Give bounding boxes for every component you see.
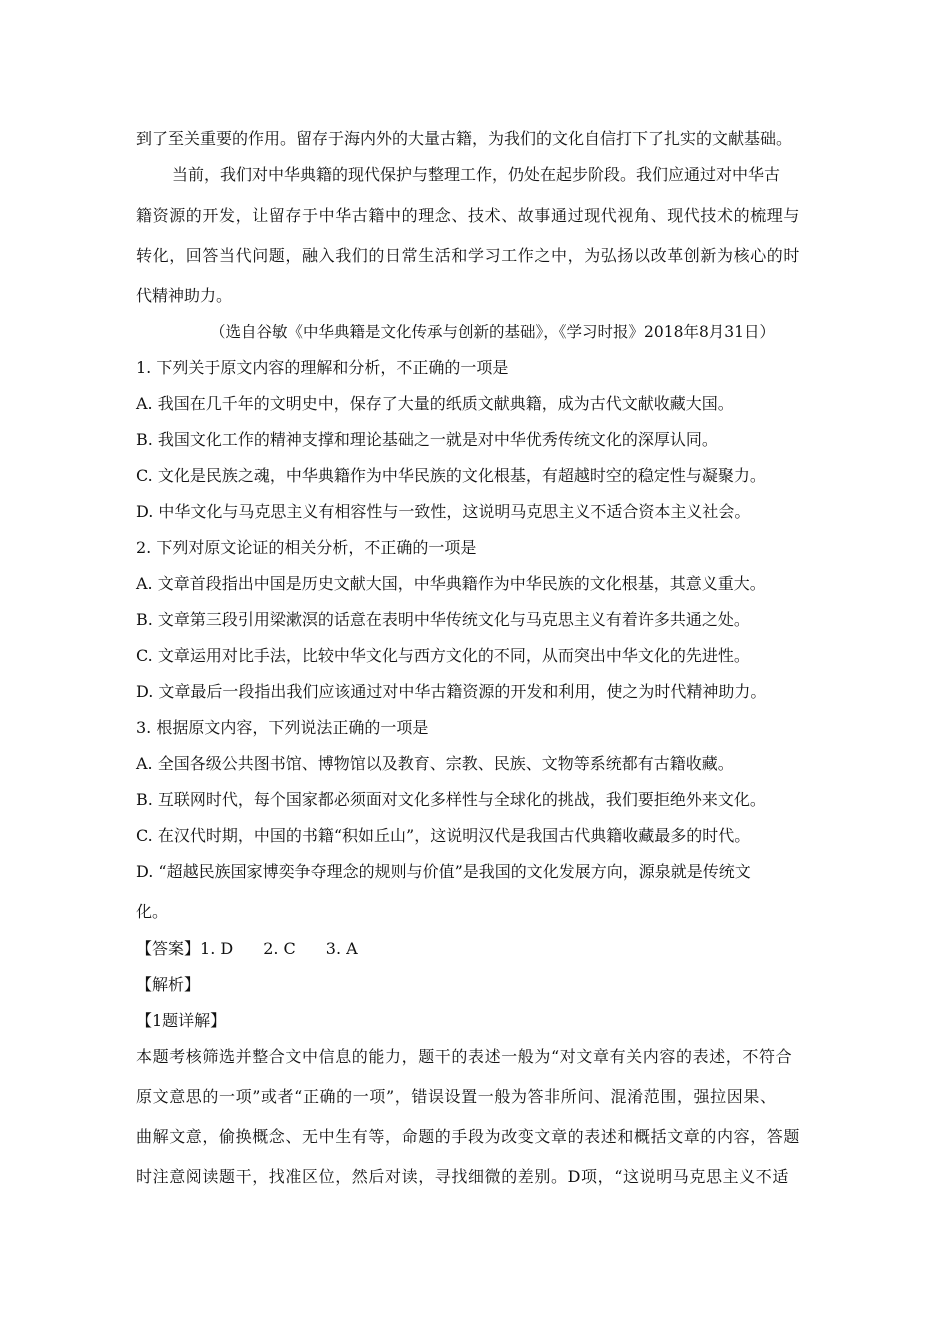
question-option: A. 全国各级公共图书馆、博物馆以及教育、宗教、民族、文物等系统都有古籍收藏。 <box>136 754 734 773</box>
analysis-subheading: 【1题详解】 <box>136 1011 227 1030</box>
question-option: C. 文化是民族之魂，中华典籍作为中华民族的文化根基，有超越时空的稳定性与凝聚力。 <box>136 466 766 485</box>
citation: （选自谷敏《中华典籍是文化传承与创新的基础》，《学习时报》2018年8月31日） <box>210 323 776 341</box>
question-option: D. 中华文化与马克思主义有相容性与一致性，这说明马克思主义不适合资本主义社会。 <box>136 502 751 521</box>
answer-item: 1. D <box>200 939 234 958</box>
question-option: A. 文章首段指出中国是历史文献大国，中华典籍作为中华民族的文化根基，其意义重大。 <box>136 574 766 593</box>
passage-line: 转化，回答当代问题，融入我们的日常生活和学习工作之中，为弘扬以改革创新为核心的时 <box>136 246 801 265</box>
question-option: B. 我国文化工作的精神支撑和理论基础之一就是对中华优秀传统文化的深厚认同。 <box>136 430 718 449</box>
analysis-line: 曲解文意，偷换概念、无中生有等，命题的手段为改变文章的表述和概括文章的内容，答题 <box>136 1127 801 1146</box>
answer-item: 3. A <box>325 939 358 958</box>
passage-line: 到了至关重要的作用。留存于海内外的大量古籍，为我们的文化自信打下了扎实的文献基础。 <box>136 129 793 148</box>
question-stem: 3. 根据原文内容，下列说法正确的一项是 <box>136 718 429 737</box>
answer-row <box>136 938 826 960</box>
question-option: D. 文章最后一段指出我们应该通过对中华古籍资源的开发和利用，使之为时代精神助力。 <box>136 682 767 701</box>
question-stem: 2. 下列对原文论证的相关分析，不正确的一项是 <box>136 538 477 557</box>
analysis-line: 时注意阅读题干，找准区位，然后对读，寻找细微的差别。D项，“这说明马克思主义不适 <box>136 1167 790 1186</box>
question-option: B. 互联网时代，每个国家都必须面对文化多样性与全球化的挑战，我们要拒绝外来文化。 <box>136 790 766 809</box>
passage-line: 当前，我们对中华典籍的现代保护与整理工作，仍处在起步阶段。我们应通过对中华古 <box>172 165 781 184</box>
question-option: C. 文章运用对比手法，比较中华文化与西方文化的不同，从而突出中华文化的先进性。 <box>136 646 750 665</box>
question-option: C. 在汉代时期，中国的书籍“积如丘山”，这说明汉代是我国古代典籍收藏最多的时代。 <box>136 826 751 845</box>
question-option: B. 文章第三段引用梁漱溟的话意在表明中华传统文化与马克思主义有着许多共通之处。 <box>136 610 750 629</box>
answer-item: 2. C <box>263 939 296 958</box>
question-option: D. “超越民族国家博奕争夺理念的规则与价值”是我国的文化发展方向，源泉就是传统文 <box>136 862 751 881</box>
analysis-line: 原文意思的一项”或者“正确的一项”，错误设置一般为答非所问、混淆范围，强拉因果、 <box>136 1087 777 1106</box>
passage-line: 籍资源的开发，让留存于中华古籍中的理念、技术、故事通过现代视角、现代技术的梳理与 <box>136 206 801 225</box>
analysis-line: 本题考核筛选并整合文中信息的能力，题干的表述一般为“对文章有关内容的表述，不符合 <box>136 1047 793 1066</box>
passage-line: 代精神助力。 <box>136 286 233 305</box>
question-option: A. 我国在几千年的文明史中，保存了大量的纸质文献典籍，成为古代文献收藏大国。 <box>136 394 734 413</box>
question-stem: 1. 下列关于原文内容的理解和分析，不正确的一项是 <box>136 358 509 377</box>
analysis-heading: 【解析】 <box>136 975 201 994</box>
question-option-continuation: 化。 <box>136 902 169 921</box>
answer-label: 【答案】 <box>136 939 201 958</box>
